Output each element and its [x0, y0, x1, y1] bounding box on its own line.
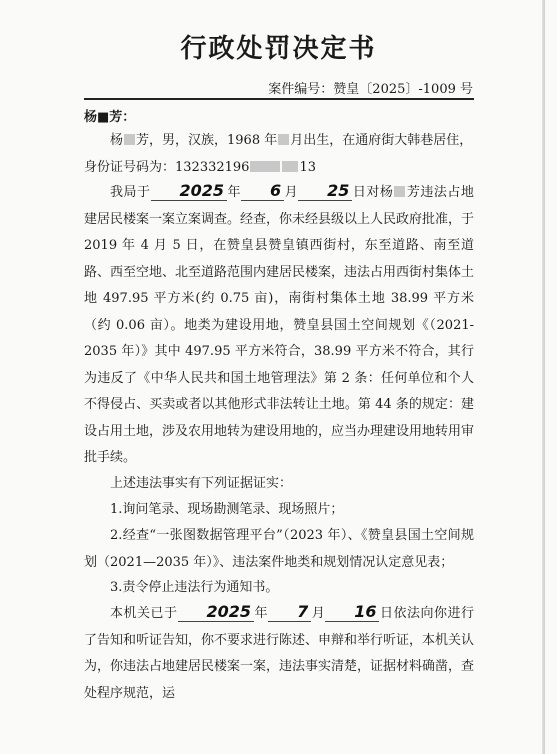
case-number: 案件编号：赞皇〔2025〕-1009 号 — [268, 82, 473, 97]
text: 日对杨 — [352, 185, 394, 200]
handwritten-day-2: 16 — [325, 603, 379, 622]
party-info-text: 芳，男，汉族，1968 年 — [136, 133, 278, 148]
text: 我局于 — [110, 185, 151, 200]
handwritten-year: 2025 — [151, 182, 228, 201]
text: 年 — [227, 185, 242, 200]
id-number-start: 132332196 — [175, 159, 250, 175]
text: 年 — [254, 606, 269, 621]
document-title: 行政处罚决定书 — [180, 34, 377, 64]
page-fold-shadow — [542, 0, 545, 754]
evidence-item-2: 2.经查“一张图数据管理平台”（2023 年）、《赞皇县国土空间规划（2021—2035 年）》、违法案件地类和规划情况认定意见表； — [84, 528, 474, 570]
handwritten-year-2: 2025 — [178, 603, 255, 622]
id-number-end: 13 — [299, 159, 317, 175]
redaction-mask — [394, 186, 405, 197]
notice-paragraph — [84, 601, 474, 707]
investigation-body: 芳违法占地建居民楼案一案立案调查。经查，你未经县级以上人民政府批准，于 2019 年 4 月 5 日，在赞皇县赞皇镇西街村，东至道路、南至道路、西至空地、北至道路范围内建居民楼案，违法占用西街村集体土地 497.95 平方米(约 0.75 亩)，南街村集体土地 38.99 平方米（约 0.06 亩）。地类为建设用地，赞皇县国土空间规划《（2021-2035 年）》其中 497.95 平方米符合，38.99 平方米不符合，其行为违反了《中华人民共和国土地管理法》第 2 条：任何单位和个人不得侵占、买卖或者以其他形式非法转让土地。第 44 条的规定：建设占用土地，涉及农用地转为建设用地的，应当办理建设用地转用审批手续。 — [84, 185, 475, 465]
redaction-mask — [282, 161, 298, 172]
evidence-item-1: 1.询问笔录、现场勘测笔录、现场照片； — [110, 502, 344, 517]
evidence-item-3: 3.责令停止违法行为通知书。 — [110, 580, 279, 595]
party-name-start: 杨 — [110, 133, 124, 148]
investigation-paragraph — [84, 180, 474, 472]
text: 月 — [284, 185, 299, 200]
party-info-text-2: 月出生，在通府街大韩巷居住， — [290, 133, 473, 148]
addressee: 杨■芳： — [84, 110, 136, 125]
handwritten-day: 25 — [298, 182, 352, 201]
text: 本机关已于 — [110, 606, 178, 621]
handwritten-month: 6 — [241, 182, 284, 201]
notice-body: 日依法向你进行了告知和听证告知，你不要求进行陈述、申辩和举行听证，本机关认为，你违法占地建居民楼案一案，违法事实清楚，证据材料确凿，查处程序规范，运 — [84, 606, 475, 701]
text: 月 — [311, 606, 326, 621]
redaction-mask — [250, 161, 280, 172]
redaction-mask — [124, 134, 135, 145]
redaction-mask — [278, 134, 289, 145]
id-label: 身份证号码为： — [84, 159, 176, 175]
handwritten-month-2: 7 — [268, 603, 311, 622]
party-info-paragraph — [84, 128, 474, 181]
evidence-intro: 上述违法事实有下列证据证实： — [110, 476, 293, 491]
header-rule — [84, 98, 474, 100]
